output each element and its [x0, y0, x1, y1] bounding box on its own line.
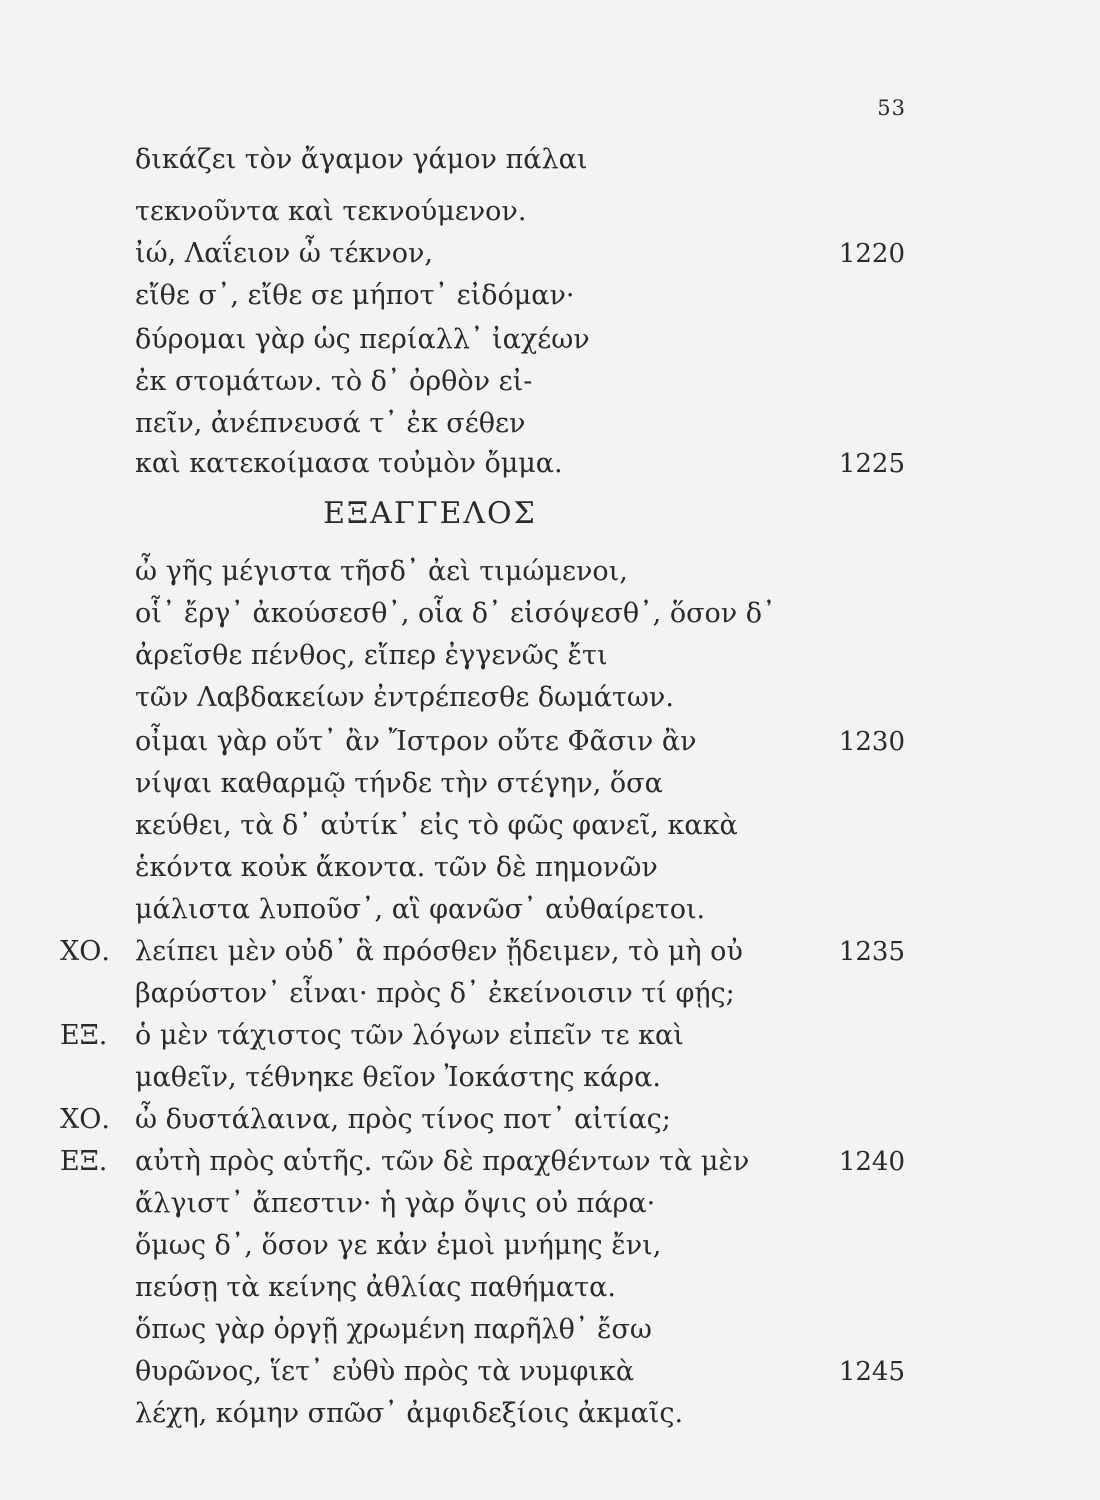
verse-text: ὅμως δ᾽, ὅσον γε κἀν ἐμοὶ μνήμης ἔνι,: [135, 1230, 662, 1261]
verse-text: ἐκ στομάτων. τὸ δ᾽ ὀρθὸν εἰ-: [135, 366, 533, 397]
verse-text: ὦ γῆς μέγιστα τῆσδ᾽ ἀεὶ τιμώμενοι,: [135, 556, 628, 587]
line-number: 1225: [838, 449, 905, 479]
verse-text: βαρύστον᾽ εἶναι· πρὸς δ᾽ ἐκείνοισιν τί φῄς;: [135, 978, 735, 1009]
verse-line: [0, 1184, 1100, 1224]
verse-text: θυρῶνος, ἵετ᾽ εὐθὺ πρὸς τὰ νυμφικὰ: [135, 1356, 635, 1387]
verse-line: [0, 320, 1100, 360]
verse-text: οἶμαι γὰρ οὔτ᾽ ἂν Ἴστρον οὔτε Φᾶσιν ἂν: [135, 726, 697, 757]
verse-text: ἄλγιστ᾽ ἄπεστιν· ἡ γὰρ ὄψις οὐ πάρα·: [135, 1188, 656, 1219]
verse-text: ὦ δυστάλαινα, πρὸς τίνος ποτ᾽ αἰτίας;: [135, 1104, 671, 1135]
page-number: 53: [877, 96, 906, 120]
verse-text: ἰώ, Λαΐειον ὦ τέκνον,: [135, 238, 433, 269]
verse-line: [0, 1394, 1100, 1434]
verse-line: [0, 594, 1100, 634]
verse-line: [0, 192, 1100, 232]
verse-line: [0, 1016, 1100, 1056]
verse-line: [0, 1268, 1100, 1308]
verse-text: ὅπως γὰρ ὀργῇ χρωμένη παρῆλθ᾽ ἔσω: [135, 1314, 652, 1345]
line-number: 1220: [838, 239, 905, 269]
speaker-label: ΕΞ.: [60, 1146, 108, 1177]
verse-line: [0, 932, 1100, 972]
verse-text: εἴθε σ᾽, εἴθε σε μήποτ᾽ εἰδόμαν·: [135, 280, 575, 311]
speaker-heading: ΕΞΑΓΓΕΛΟΣ: [323, 496, 537, 531]
verse-text: μαθεῖν, τέθνηκε θεῖον Ἰοκάστης κάρα.: [135, 1062, 661, 1093]
line-number: 1230: [838, 727, 905, 757]
verse-line: [0, 806, 1100, 846]
verse-line: [0, 1100, 1100, 1140]
verse-text: πεῖν, ἀνέπνευσά τ᾽ ἐκ σέθεν: [135, 408, 526, 439]
verse-line: [0, 974, 1100, 1014]
verse-text: καὶ κατεκοίμασα τοὐμὸν ὄμμα.: [135, 448, 563, 479]
verse-text: νίψαι καθαρμῷ τήνδε τὴν στέγην, ὅσα: [135, 768, 663, 799]
verse-line: [0, 890, 1100, 930]
verse-line: [0, 140, 1100, 180]
verse-text: κεύθει, τὰ δ᾽ αὐτίκ᾽ εἰς τὸ φῶς φανεῖ, κακὰ: [135, 810, 738, 841]
verse-line: [0, 552, 1100, 592]
verse-line: [0, 1310, 1100, 1350]
verse-text: δύρομαι γὰρ ὡς περίαλλ᾽ ἰαχέων: [135, 324, 590, 355]
verse-text: τῶν Λαβδακείων ἐντρέπεσθε δωμάτων.: [135, 682, 674, 713]
line-number: 1235: [838, 937, 905, 967]
verse-line: [0, 636, 1100, 676]
verse-line: [0, 276, 1100, 316]
speaker-label: ΧΟ.: [60, 1104, 110, 1135]
speaker-label: ΧΟ.: [60, 936, 110, 967]
verse-line: [0, 848, 1100, 888]
verse-text: ἀρεῖσθε πένθος, εἴπερ ἐγγενῶς ἔτι: [135, 640, 608, 671]
verse-line: [0, 404, 1100, 444]
line-number: 1245: [838, 1357, 905, 1387]
verse-text: λείπει μὲν οὐδ᾽ ἃ πρόσθεν ᾔδειμεν, τὸ μὴ οὐ: [135, 936, 743, 967]
speaker-label: ΕΞ.: [60, 1020, 108, 1051]
verse-text: λέχη, κόμην σπῶσ᾽ ἀμφιδεξίοις ἀκμαῖς.: [135, 1398, 684, 1429]
verse-text: δικάζει τὸν ἄγαμον γάμον πάλαι: [135, 144, 588, 175]
verse-line: [0, 234, 1100, 274]
line-number: 1240: [838, 1147, 905, 1177]
verse-text: οἷ᾽ ἔργ᾽ ἀκούσεσθ᾽, οἷα δ᾽ εἰσόψεσθ᾽, ὅσον δ᾽: [135, 598, 776, 629]
verse-line: [0, 678, 1100, 718]
verse-text: ἑκόντα κοὐκ ἄκοντα. τῶν δὲ πημονῶν: [135, 852, 658, 883]
verse-text: ὁ μὲν τάχιστος τῶν λόγων εἰπεῖν τε καὶ: [135, 1020, 684, 1051]
verse-line: [0, 362, 1100, 402]
verse-line: [0, 722, 1100, 762]
verse-text: τεκνοῦντα καὶ τεκνούμενον.: [135, 196, 527, 227]
verse-line: [0, 1352, 1100, 1392]
verse-text: μάλιστα λυποῦσ᾽, αἳ φανῶσ᾽ αὐθαίρετοι.: [135, 894, 706, 925]
verse-line: [0, 444, 1100, 484]
verse-line: [0, 1226, 1100, 1266]
verse-line: [0, 1142, 1100, 1182]
verse-line: [0, 764, 1100, 804]
verse-line: [0, 1058, 1100, 1098]
verse-text: πεύσῃ τὰ κείνης ἀθλίας παθήματα.: [135, 1272, 616, 1303]
verse-text: αὐτὴ πρὸς αὑτῆς. τῶν δὲ πραχθέντων τὰ μὲν: [135, 1146, 750, 1177]
